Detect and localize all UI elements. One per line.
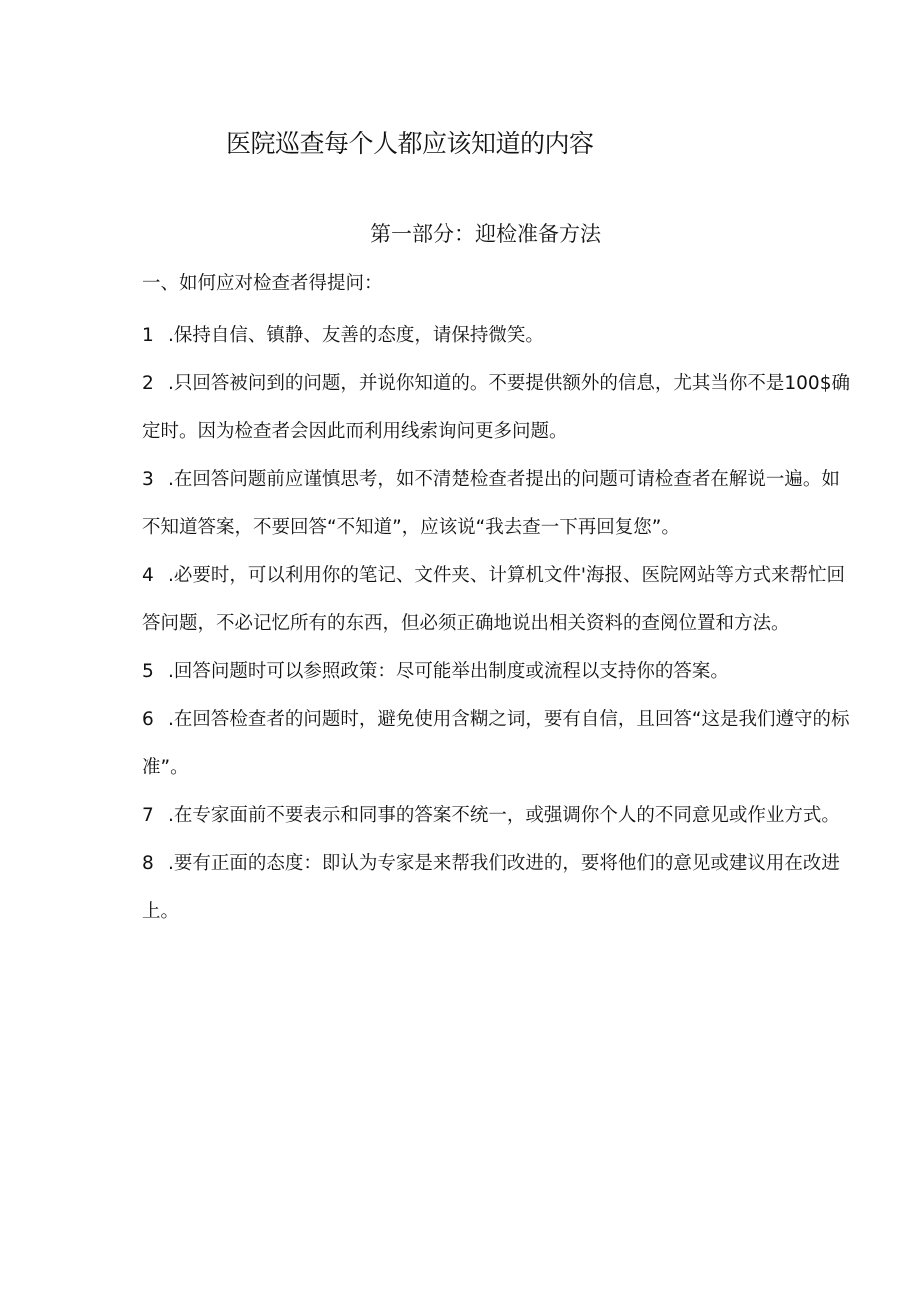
item-text: .在回答问题前应谨慎思考，如不清楚检查者提出的问题可请检查者在解说一遍。如不知道答案，不要回答“不知道”，应该说“我去查一下再回复您”。 [142, 469, 840, 538]
list-item [142, 552, 858, 648]
section-heading: 一、如何应对检查者得提问： [142, 273, 383, 294]
item-text: .只回答被问到的问题，并说你知道的。不要提供额外的信息，尤其当你不是100$确定时。因为检查者会因此而利用线索询问更多问题。 [142, 373, 850, 442]
item-text: .要有正面的态度：即认为专家是来帮我们改进的，要将他们的意见或建议用在改进上。 [142, 853, 840, 922]
document-title: 医院巡查每个人都应该知道的内容 [226, 129, 594, 158]
item-number: 1 [142, 325, 154, 346]
item-number: 6 [142, 709, 154, 730]
list-item [142, 312, 858, 360]
item-number: 2 [142, 373, 154, 394]
item-list [142, 312, 858, 936]
item-number: 7 [142, 805, 154, 826]
list-item [142, 360, 858, 456]
list-item [142, 648, 858, 696]
item-number: 4 [142, 565, 154, 586]
item-number: 5 [142, 661, 154, 682]
item-number: 3 [142, 469, 154, 490]
item-number: 8 [142, 853, 154, 874]
part-heading: 第一部分：迎检准备方法 [370, 222, 601, 246]
list-item [142, 792, 858, 840]
item-text: .在专家面前不要表示和同事的答案不统一，或强调你个人的不同意见或作业方式。 [168, 805, 840, 826]
item-text: .必要时，可以利用你的笔记、文件夹、计算机文件'海报、医院网站等方式来帮忙回答问题，不必记忆所有的东西，但必须正确地说出相关资料的查阅位置和方法。 [142, 565, 845, 634]
list-item [142, 840, 858, 936]
item-text: .在回答检查者的问题时，避免使用含糊之词，要有自信，且回答“这是我们遵守的标准”。 [142, 709, 850, 778]
list-item [142, 456, 858, 552]
item-text: .回答问题时可以参照政策：尽可能举出制度或流程以支持你的答案。 [168, 661, 729, 682]
list-item [142, 696, 858, 792]
item-text: .保持自信、镇静、友善的态度，请保持微笑。 [168, 325, 544, 346]
